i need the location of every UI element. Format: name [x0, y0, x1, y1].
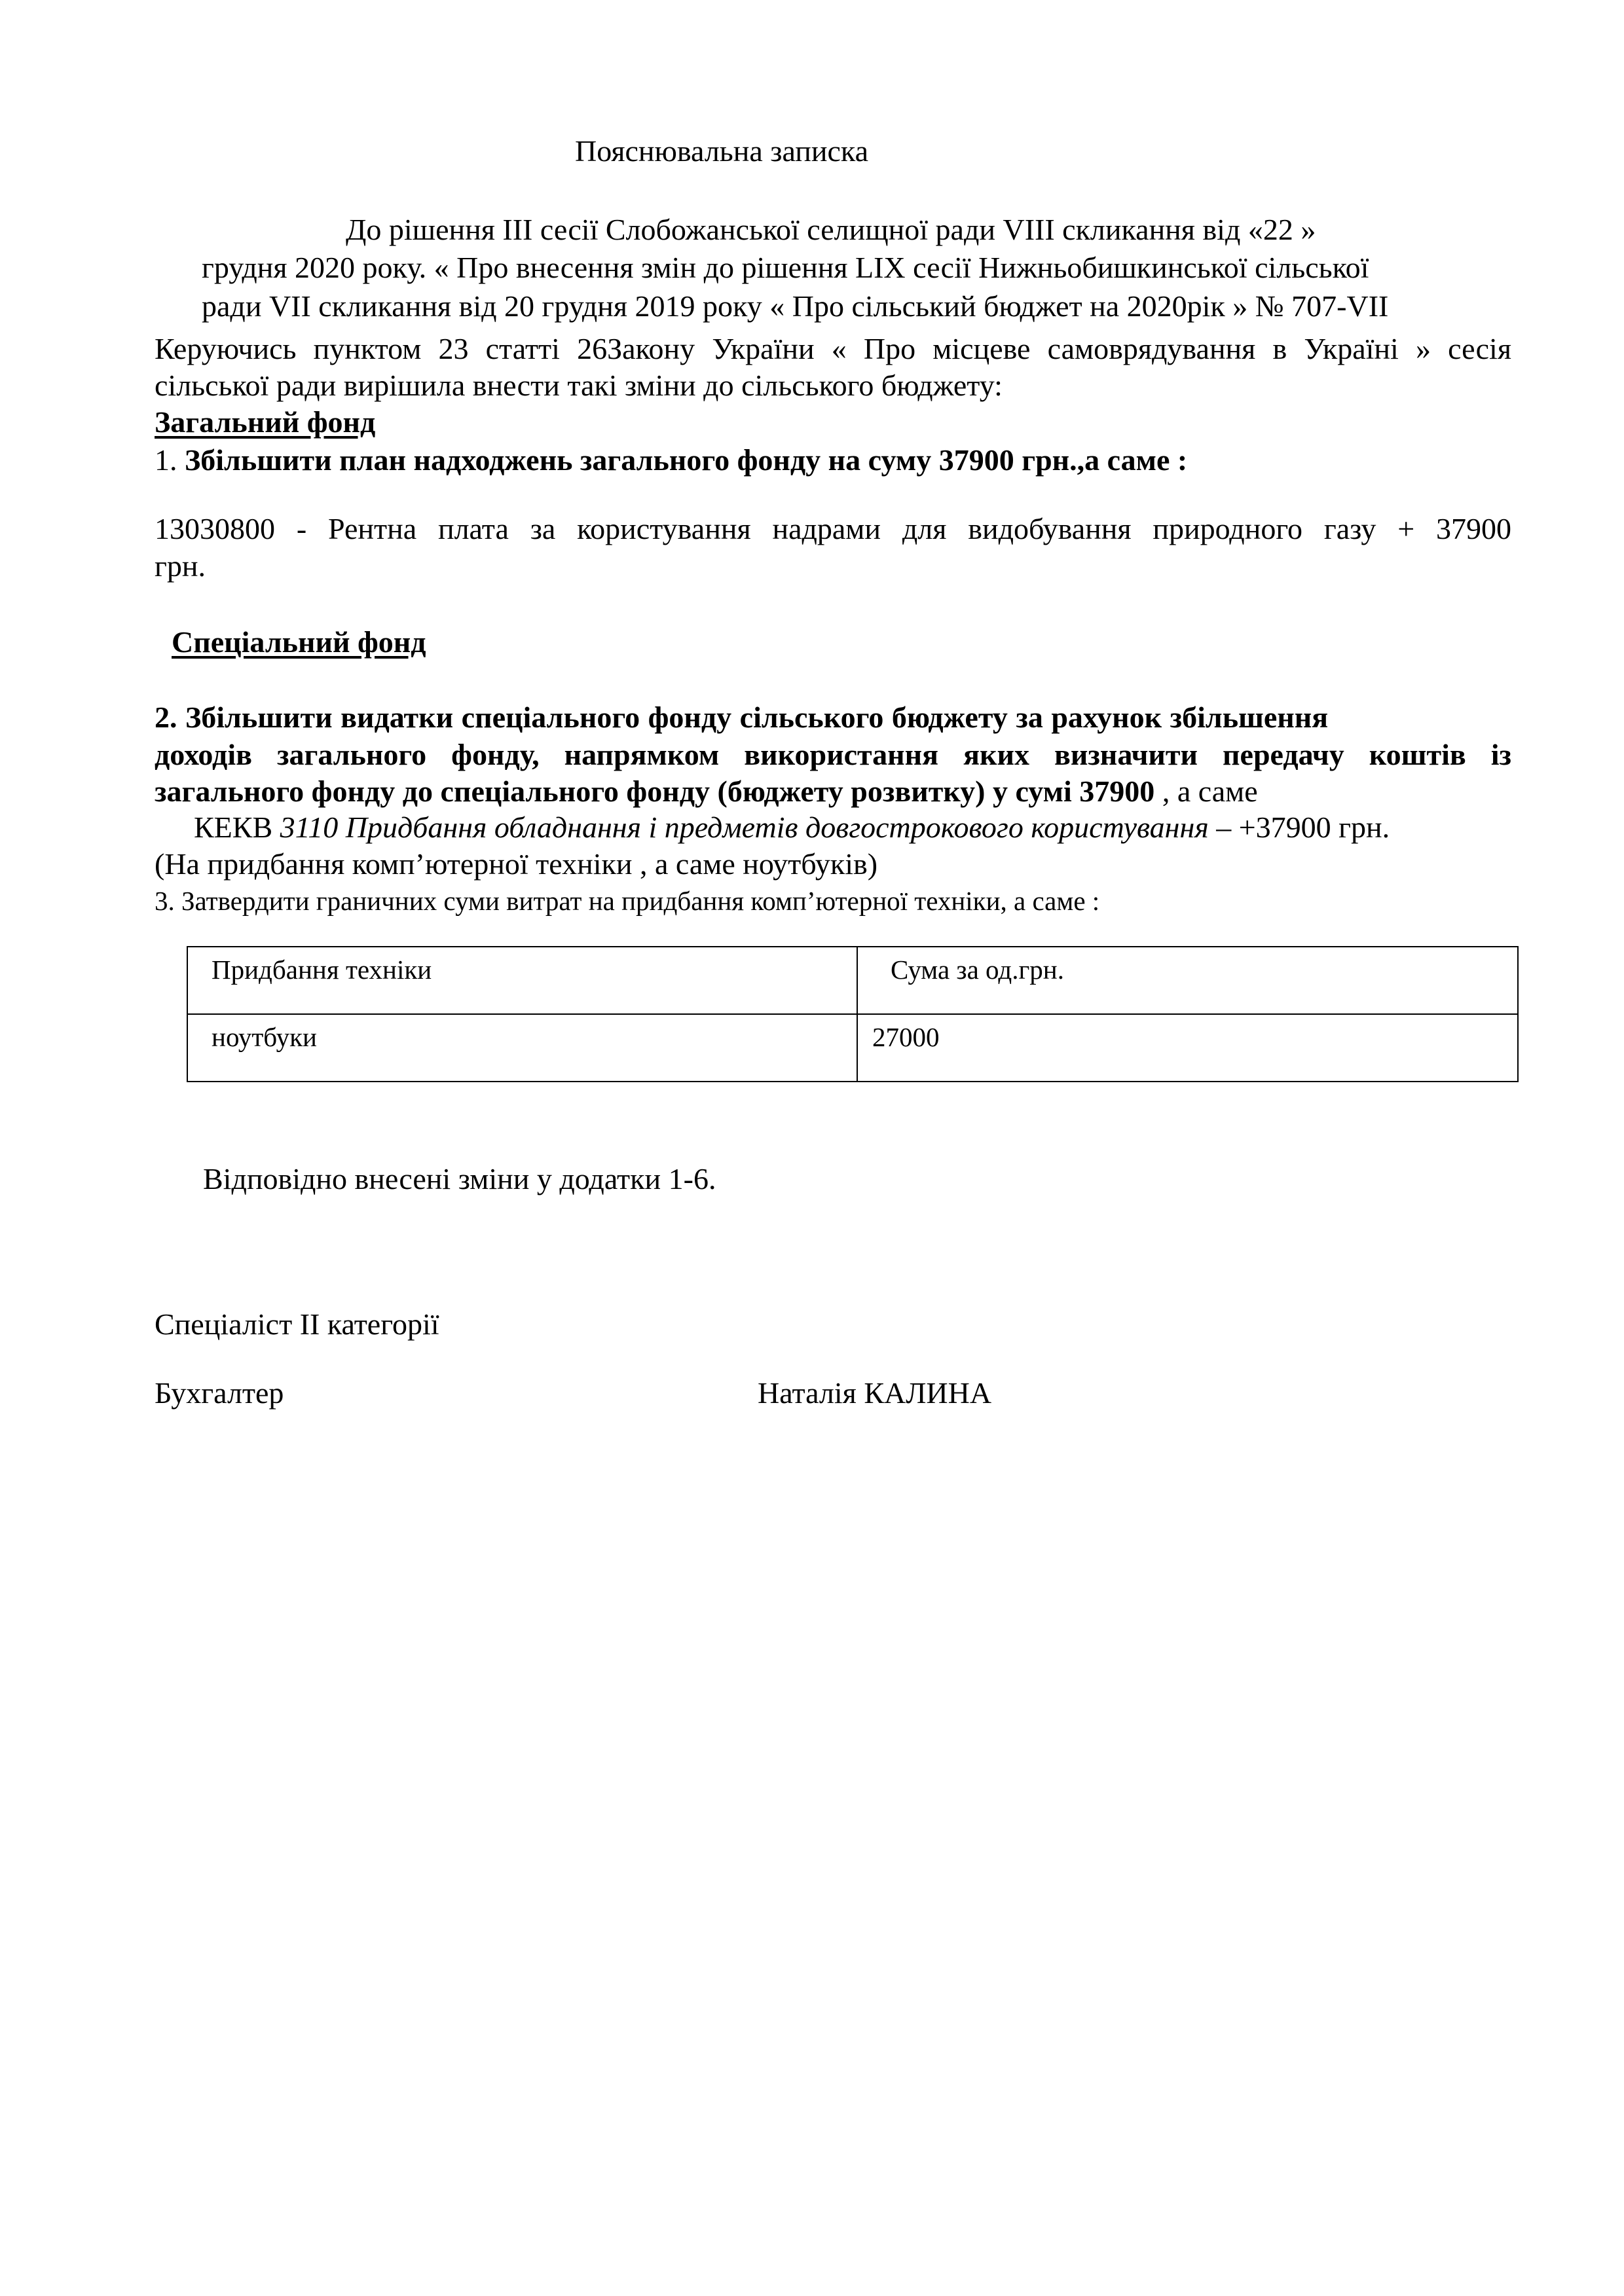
item-2-line-3-bold: загального фонду до спеціального фонду (бюджету розвитку) у сумі 37900	[155, 774, 1155, 808]
header-cell-amount: Сума за од.грн.	[857, 947, 1518, 1014]
intro-line-3: ради VІІ скликання від 20 грудня 2019 року « Про сільський бюджет на 2020рік » № 707-VІІ	[202, 289, 1389, 323]
kekv-prefix: КЕКВ	[194, 811, 280, 844]
item-2-line-2: доходів загального фонду, напрямком використання яких визначити передачу коштів із	[155, 738, 1511, 771]
revenue-line-2: грн.	[155, 549, 206, 583]
kekv-description: 3110 Придбання обладнання і предметів довгострокового користування	[280, 811, 1209, 844]
table-row	[187, 1014, 1518, 1082]
spending-limits-table	[187, 946, 1519, 1082]
item-2-line-3-rest: , а саме	[1154, 774, 1258, 808]
intro-line-5: сільської ради вирішила внести такі зміни до сільського бюджету:	[155, 369, 1003, 402]
intro-line-4: Керуючись пунктом 23 статті 26Закону України « Про місцеве самоврядування в Україні » сесія	[155, 332, 1511, 365]
item-number: 1.	[155, 443, 177, 477]
table-header-row	[187, 947, 1518, 1014]
signature-name: Наталія КАЛИНА	[758, 1376, 992, 1410]
item-2-line-1: 2. Збільшити видатки спеціального фонду сільського бюджету за рахунок збільшення	[155, 701, 1329, 734]
signature-position-2: Бухгалтер	[155, 1376, 284, 1410]
special-fund-heading: Спеціальний фонд	[172, 625, 426, 659]
item-3-text: 3. Затвердити граничних суми витрат на придбання комп’ютерної техніки, а саме :	[155, 886, 1100, 916]
closing-statement: Відповідно внесені зміни у додатки 1-6.	[203, 1162, 716, 1195]
intro-line-2: грудня 2020 року. « Про внесення змін до рішення LIX сесії Нижньобишкинської сільської	[202, 251, 1369, 284]
item-2-line-3	[155, 773, 1258, 810]
revenue-line-1: 13030800 - Рентна плата за користування надрами для видобування природного газу + 37900	[155, 512, 1511, 545]
kekv-line	[194, 809, 1390, 846]
item-1-text: Збільшити план надходжень загального фонду на суму 37900 грн.,а саме :	[185, 443, 1188, 477]
general-fund-item-1	[155, 442, 1187, 479]
cell-item-name: ноутбуки	[187, 1014, 857, 1082]
cell-item-amount: 27000	[857, 1014, 1518, 1082]
purchase-note: (На придбання комп’ютерної техніки , а саме ноутбуків)	[155, 847, 878, 881]
signature-position-1: Спеціаліст ІІ категорії	[155, 1307, 439, 1341]
header-cell-equipment: Придбання техніки	[187, 947, 857, 1014]
general-fund-heading: Загальний фонд	[155, 405, 376, 439]
document-title: Пояснювальна записка	[575, 134, 869, 168]
kekv-amount: – +37900 грн.	[1208, 811, 1390, 844]
intro-line-1: До рішення ІІІ сесії Слобожанської селищної ради VIІІ скликання від «22 »	[346, 213, 1316, 246]
